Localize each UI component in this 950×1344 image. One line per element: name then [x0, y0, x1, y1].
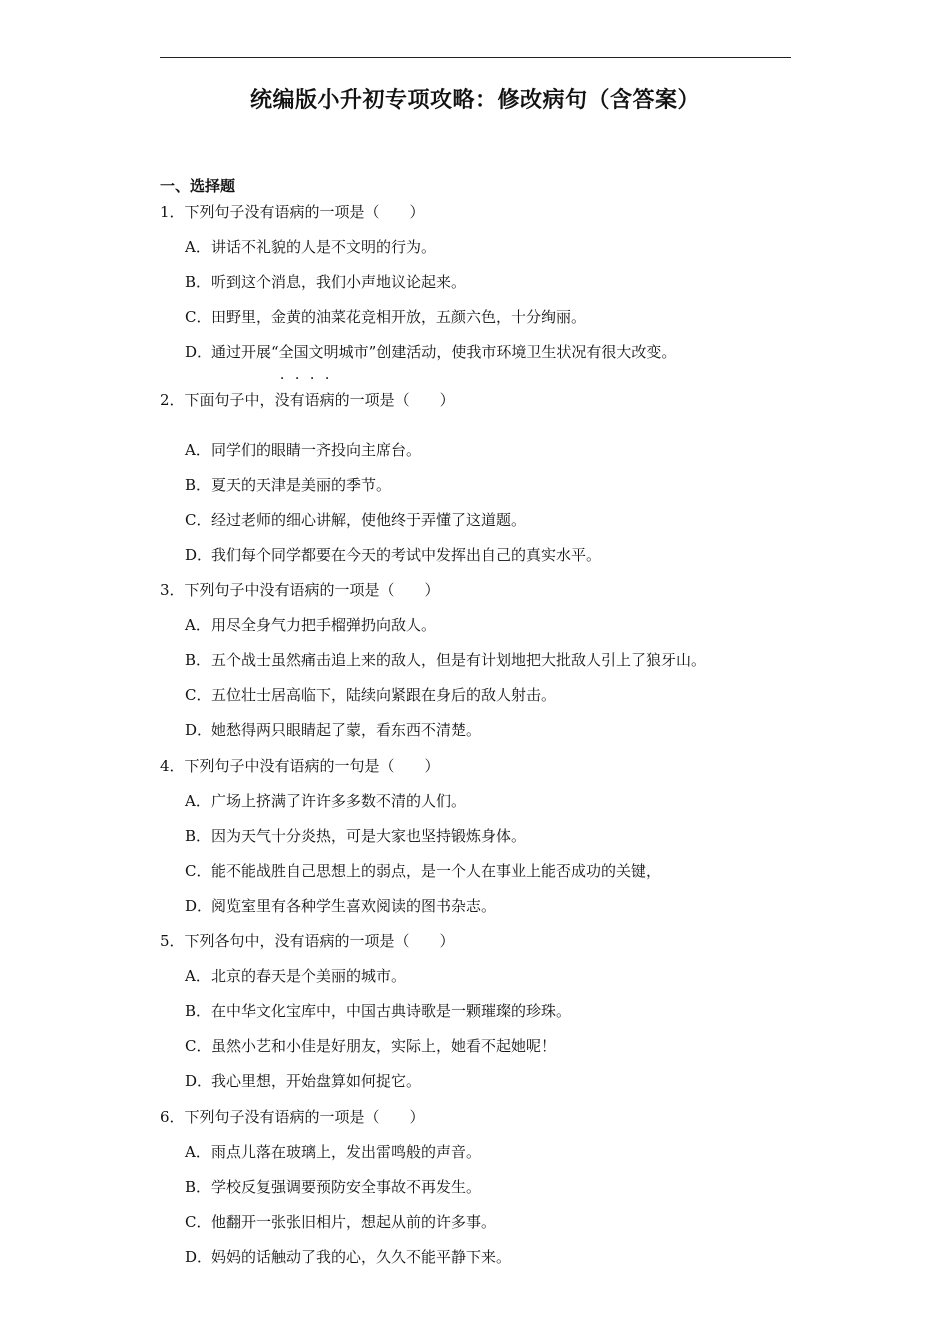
question-number: 6．: [160, 1108, 185, 1126]
option-text: 我们每个同学都要在今天的考试中发挥出自己的真实水平。: [211, 546, 602, 564]
option-5a: [185, 965, 406, 986]
emphasis-dots: . . . .: [280, 371, 329, 382]
question-number: 3．: [160, 581, 185, 599]
option-3b: [185, 649, 706, 670]
option-4c: [185, 860, 661, 881]
option-letter: D．: [185, 721, 213, 739]
question-2: [160, 371, 455, 410]
option-letter: A．: [185, 967, 211, 985]
option-letter: A．: [185, 238, 211, 256]
option-letter: D．: [185, 897, 213, 915]
option-letter: B．: [185, 827, 212, 845]
option-5c: [185, 1035, 556, 1056]
question-number: 5．: [160, 932, 185, 950]
option-text: 五位壮士居高临下，陆续向紧跟在身后的敌人射击。: [211, 686, 557, 704]
option-letter: C．: [185, 511, 212, 529]
question-4: [160, 755, 440, 776]
question-stem: 下列句子中没有语病的一句是（ ）: [184, 757, 440, 775]
option-2d: [185, 544, 601, 565]
option-letter: C．: [185, 686, 212, 704]
option-text: 在中华文化宝库中，中国古典诗歌是一颗璀璨的珍珠。: [211, 1002, 572, 1020]
option-3d: [185, 719, 481, 740]
option-3c: [185, 684, 556, 705]
option-2a: [185, 439, 421, 460]
question-number: 1．: [160, 203, 185, 221]
option-letter: D．: [185, 343, 213, 361]
option-text: 用尽全身气力把手榴弹扔向敌人。: [211, 616, 437, 634]
option-text: 听到这个消息，我们小声地议论起来。: [211, 273, 467, 291]
question-6: [160, 1106, 425, 1127]
option-letter: C．: [185, 1213, 212, 1231]
question-stem: 下列各句中，没有语病的一项是（ ）: [184, 932, 455, 950]
question-stem-after: 的一项是（ ）: [334, 391, 455, 409]
option-letter: C．: [185, 862, 212, 880]
option-2c: [185, 509, 526, 530]
header-rule: [160, 57, 791, 58]
question-1: [160, 201, 425, 222]
option-letter: A．: [185, 616, 211, 634]
option-letter: A．: [185, 441, 211, 459]
option-letter: D．: [185, 546, 213, 564]
option-text: 北京的春天是个美丽的城市。: [211, 967, 407, 985]
option-text: 田野里，金黄的油菜花竞相开放，五颜六色，十分绚丽。: [211, 308, 587, 326]
question-stem-before: 下面句子中，: [184, 391, 275, 409]
option-letter: A．: [185, 792, 211, 810]
option-text: 她愁得两只眼睛起了蒙，看东西不清楚。: [211, 721, 482, 739]
option-6a: [185, 1141, 481, 1162]
section-heading: 一、选择题: [160, 177, 236, 195]
option-text: 妈妈的话触动了我的心，久久不能平静下来。: [211, 1248, 512, 1266]
option-text: 我心里想，开始盘算如何捉它。: [211, 1072, 422, 1090]
question-3: [160, 579, 440, 600]
option-letter: B．: [185, 476, 212, 494]
option-1d: [185, 341, 676, 362]
option-text: 雨点儿落在玻璃上，发出雷鸣般的声音。: [211, 1143, 482, 1161]
option-2b: [185, 474, 391, 495]
option-3a: [185, 614, 436, 635]
option-letter: B．: [185, 273, 212, 291]
question-number: 4．: [160, 757, 185, 775]
option-text: 能不能战胜自己思想上的弱点，是一个人在事业上能否成功的关键，: [211, 862, 662, 880]
option-6d: [185, 1246, 511, 1267]
document-title: 统编版小升初专项攻略：修改病句（含答案）: [249, 87, 700, 113]
option-text: 虽然小艺和小佳是好朋友，实际上，她看不起她呢！: [211, 1037, 557, 1055]
option-text: 因为天气十分炎热，可是大家也坚持锻炼身体。: [211, 827, 527, 845]
question-stem: 下列句子中没有语病的一项是（ ）: [184, 581, 440, 599]
option-letter: B．: [185, 1178, 212, 1196]
question-stem: 下列句子没有语病的一项是（ ）: [184, 1108, 425, 1126]
emphasis-dotted-text: . . . . 没有语病: [274, 371, 335, 409]
question-number: 2．: [160, 391, 185, 409]
option-letter: C．: [185, 1037, 212, 1055]
option-letter: D．: [185, 1072, 213, 1090]
option-text: 学校反复强调要预防安全事故不再发生。: [211, 1178, 482, 1196]
option-letter: B．: [185, 651, 212, 669]
option-letter: B．: [185, 1002, 212, 1020]
option-text: 夏天的天津是美丽的季节。: [211, 476, 392, 494]
option-text: 广场上挤满了许许多多数不清的人们。: [211, 792, 467, 810]
option-text: 五个战士虽然痛击追上来的敌人，但是有计划地把大批敌人引上了狼牙山。: [211, 651, 707, 669]
question-stem: 下列句子没有语病的一项是（ ）: [184, 203, 425, 221]
option-4d: [185, 895, 496, 916]
option-5b: [185, 1000, 571, 1021]
option-text: 讲话不礼貌的人是不文明的行为。: [211, 238, 437, 256]
option-1a: [185, 236, 436, 257]
option-letter: A．: [185, 1143, 211, 1161]
option-4a: [185, 790, 466, 811]
option-1c: [185, 306, 586, 327]
option-4b: [185, 825, 526, 846]
option-text: 同学们的眼睛一齐投向主席台。: [211, 441, 422, 459]
option-6b: [185, 1176, 481, 1197]
option-1b: [185, 271, 466, 292]
option-text: 通过开展“全国文明城市”创建活动，使我市环境卫生状况有很大改变。: [211, 343, 677, 361]
option-letter: D．: [185, 1248, 213, 1266]
option-text: 他翻开一张张旧相片，想起从前的许多事。: [211, 1213, 497, 1231]
question-5: [160, 930, 455, 951]
option-text: 阅览室里有各种学生喜欢阅读的图书杂志。: [211, 897, 497, 915]
option-text: 经过老师的细心讲解，使他终于弄懂了这道题。: [211, 511, 527, 529]
option-6c: [185, 1211, 496, 1232]
option-letter: C．: [185, 308, 212, 326]
option-5d: [185, 1070, 421, 1091]
